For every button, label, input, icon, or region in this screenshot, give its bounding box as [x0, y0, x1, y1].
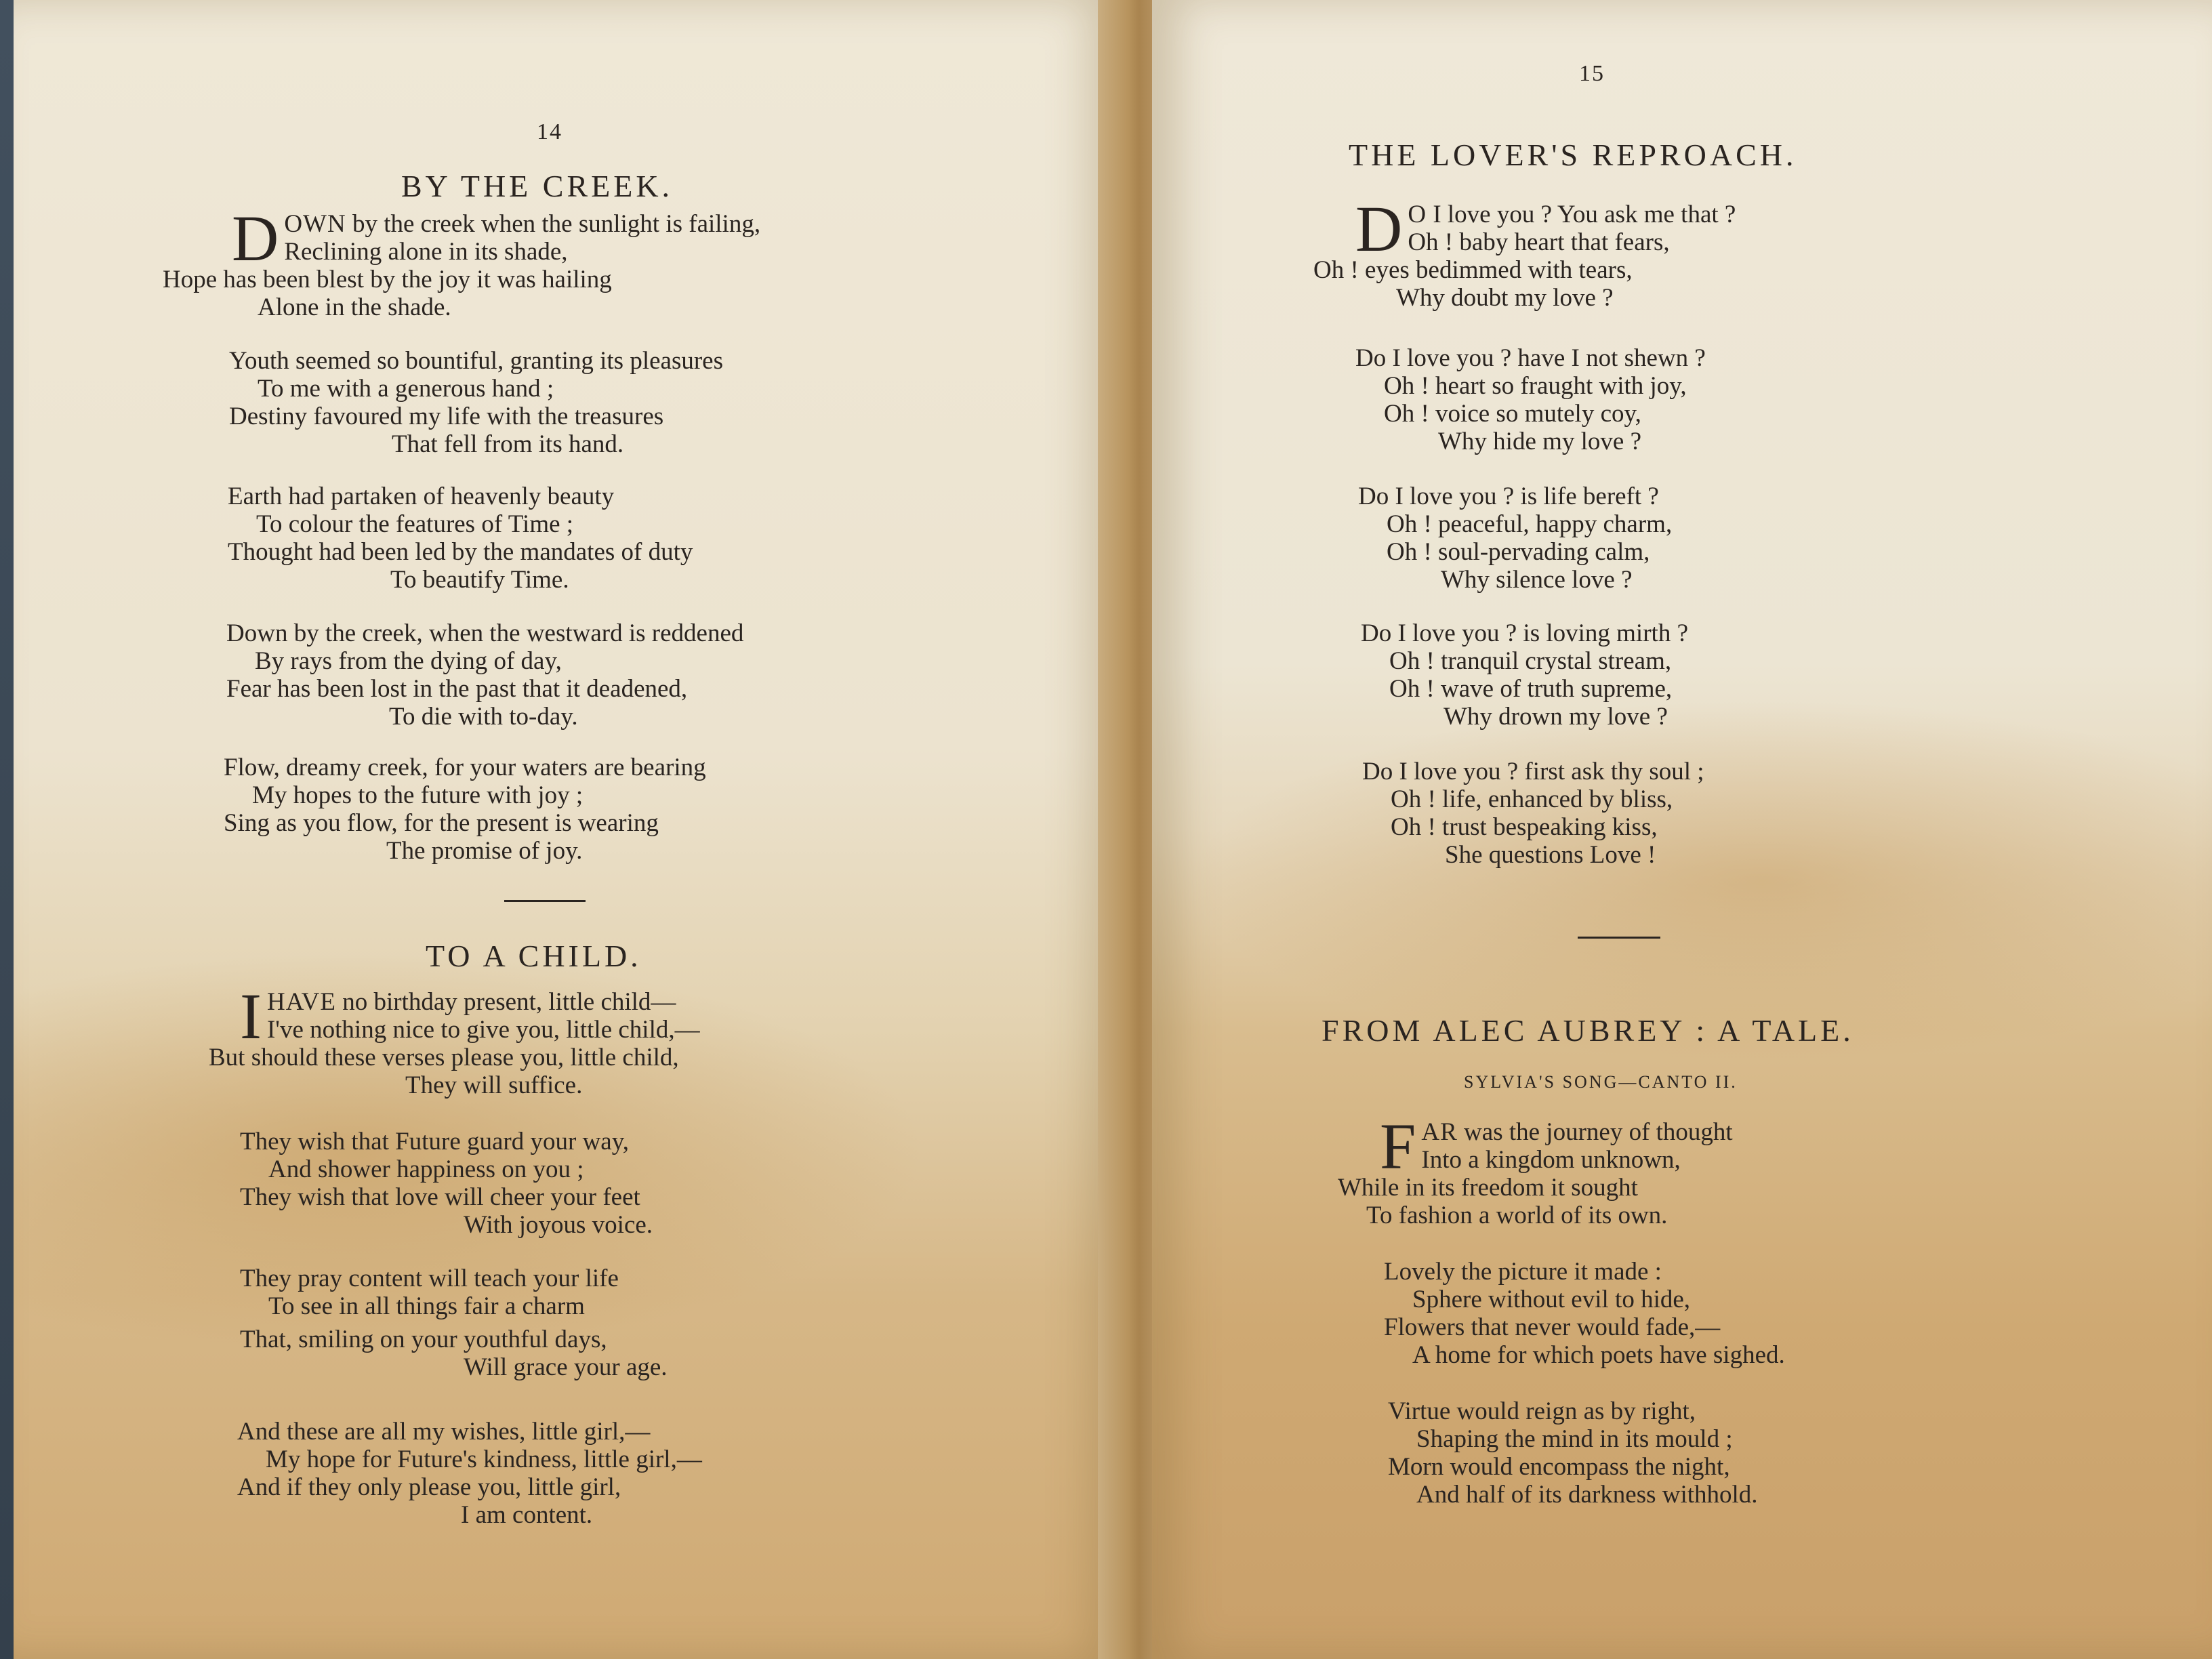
- first-line: by the creek when the sunlight is failing,: [346, 210, 761, 238]
- verse-line: Do I love you ? have I not shewn ?: [1355, 344, 1706, 372]
- stanza: [228, 483, 693, 594]
- verse-line: They pray content will teach your life: [240, 1265, 619, 1292]
- drop-cap: D: [1355, 192, 1403, 265]
- verse-line: I am content.: [461, 1501, 593, 1529]
- verse-line: Why silence love ?: [1441, 566, 1633, 594]
- verse-line: Earth had partaken of heavenly beauty: [228, 483, 615, 510]
- page-number: 14: [537, 119, 562, 144]
- verse-line: My hopes to the future with joy ;: [252, 781, 583, 809]
- verse-line: By rays from the dying of day,: [255, 647, 562, 675]
- stanza: [1338, 1110, 1733, 1229]
- stanza: [237, 1418, 702, 1529]
- drop-cap: F: [1380, 1110, 1416, 1183]
- poem-subtitle: SYLVIA'S SONG—CANTO II.: [1464, 1072, 1738, 1092]
- verse-line: Oh ! wave of truth supreme,: [1389, 675, 1673, 703]
- verse-line: Why doubt my love ?: [1396, 284, 1614, 312]
- poem-title: FROM ALEC AUBREY : A TALE.: [1322, 1013, 1854, 1048]
- verse-line: Youth seemed so bountiful, granting its pleasures: [229, 347, 723, 375]
- first-word: AR: [1421, 1118, 1458, 1146]
- verse-line: Do I love you ? is loving mirth ?: [1361, 619, 1688, 647]
- verse-line: Virtue would reign as by right,: [1388, 1397, 1696, 1425]
- verse-line: And these are all my wishes, little girl,—: [237, 1418, 651, 1446]
- verse-line: Oh ! baby heart that fears,: [1408, 228, 1670, 256]
- right-page: [1152, 0, 2212, 1659]
- verse-line: The promise of joy.: [386, 837, 583, 865]
- verse-line: Oh ! peaceful, happy charm,: [1387, 510, 1673, 538]
- left-page: [14, 0, 1115, 1659]
- verse-line: Oh ! eyes bedimmed with tears,: [1313, 256, 1633, 284]
- first-word: OWN: [284, 210, 346, 238]
- verse-line: Fear has been lost in the past that it deadened,: [226, 675, 688, 703]
- first-word: O: [1408, 201, 1427, 228]
- verse-line: Sphere without evil to hide,: [1412, 1286, 1691, 1313]
- page-number: 15: [1579, 61, 1605, 86]
- verse-line: They wish that Future guard your way,: [240, 1128, 630, 1155]
- verse-line: Into a kingdom unknown,: [1421, 1146, 1681, 1174]
- first-line: was the journey of thought: [1457, 1118, 1733, 1146]
- drop-cap: I: [240, 980, 262, 1052]
- first-line: no birthday present, little child—: [335, 988, 676, 1016]
- stanza: [1355, 344, 1706, 455]
- verse-line: Lovely the picture it made :: [1384, 1258, 1662, 1286]
- verse-line: Alone in the shade.: [258, 293, 451, 321]
- verse-line: Flow, dreamy creek, for your waters are bearing: [224, 754, 706, 781]
- verse-line: Oh ! life, enhanced by bliss,: [1391, 785, 1673, 813]
- verse-line: Will grace your age.: [464, 1353, 668, 1381]
- stanza: [229, 347, 723, 458]
- verse-line: Reclining alone in its shade,: [284, 238, 568, 266]
- verse-line: Oh ! tranquil crystal stream,: [1389, 647, 1672, 675]
- stanza: [226, 619, 743, 731]
- verse-line: That, smiling on your youthful days,: [240, 1326, 607, 1353]
- first-word: HAVE: [266, 988, 336, 1016]
- verse-line: With joyous voice.: [464, 1211, 653, 1239]
- verse-line: She questions Love !: [1445, 841, 1656, 869]
- stanza: [209, 980, 700, 1099]
- verse-line: Oh ! heart so fraught with joy,: [1384, 372, 1687, 400]
- stanza: [1358, 483, 1672, 594]
- verse-line: To see in all things fair a charm: [268, 1292, 585, 1320]
- verse-line: And half of its darkness withhold.: [1416, 1481, 1758, 1509]
- section-divider: [1578, 937, 1660, 939]
- verse-line: Hope has been blest by the joy it was hailing: [163, 266, 612, 293]
- verse-line: They will suffice.: [405, 1071, 583, 1099]
- drop-cap: D: [232, 202, 279, 274]
- verse-line: Oh ! voice so mutely coy,: [1384, 400, 1641, 428]
- stanza: [224, 754, 706, 865]
- verse-line: They wish that love will cheer your feet: [240, 1183, 640, 1211]
- verse-line: To me with a generous hand ;: [258, 375, 554, 403]
- stanza: [240, 1265, 668, 1381]
- poem-title: BY THE CREEK.: [401, 169, 674, 203]
- verse-line: To die with to-day.: [389, 703, 578, 731]
- verse-line: Oh ! trust bespeaking kiss,: [1391, 813, 1658, 841]
- verse-line: To fashion a world of its own.: [1366, 1202, 1668, 1229]
- verse-line: I've nothing nice to give you, little child,—: [266, 1016, 700, 1044]
- stanza: [1361, 619, 1688, 731]
- verse-line: While in its freedom it sought: [1338, 1174, 1638, 1202]
- first-line: I love you ? You ask me that ?: [1427, 201, 1736, 228]
- verse-line: Why hide my love ?: [1438, 428, 1642, 455]
- verse-line: Oh ! soul-pervading calm,: [1387, 538, 1650, 566]
- verse-line: Sing as you flow, for the present is wearing: [224, 809, 659, 837]
- stanza: [1313, 192, 1736, 312]
- verse-line: My hope for Future's kindness, little girl,—: [266, 1446, 702, 1473]
- verse-line: To beautify Time.: [390, 566, 569, 594]
- verse-line: Destiny favoured my life with the treasures: [229, 403, 664, 430]
- verse-line: Flowers that never would fade,—: [1384, 1313, 1721, 1341]
- verse-line: Down by the creek, when the westward is reddened: [226, 619, 744, 647]
- stanza: [240, 1128, 653, 1239]
- verse-line: But should these verses please you, little child,: [209, 1044, 679, 1071]
- verse-line: Morn would encompass the night,: [1388, 1453, 1730, 1481]
- poem-title: TO A CHILD.: [426, 939, 642, 973]
- verse-line: Why drown my love ?: [1443, 703, 1668, 731]
- verse-line: Do I love you ? first ask thy soul ;: [1362, 758, 1704, 785]
- verse-line: To colour the features of Time ;: [256, 510, 574, 538]
- verse-line: Thought had been led by the mandates of duty: [228, 538, 693, 566]
- verse-line: Do I love you ? is life bereft ?: [1358, 483, 1659, 510]
- verse-line: And if they only please you, little girl,: [237, 1473, 621, 1501]
- poem-title: THE LOVER'S REPROACH.: [1349, 138, 1797, 172]
- stanza: [1384, 1258, 1785, 1369]
- stanza: [1362, 758, 1704, 869]
- stanza: [1388, 1397, 1758, 1509]
- verse-line: That fell from its hand.: [392, 430, 624, 458]
- section-divider: [504, 900, 586, 902]
- verse-line: And shower happiness on you ;: [268, 1155, 584, 1183]
- stanza: [163, 202, 761, 321]
- verse-line: A home for which poets have sighed.: [1412, 1341, 1785, 1369]
- verse-line: Shaping the mind in its mould ;: [1416, 1425, 1733, 1453]
